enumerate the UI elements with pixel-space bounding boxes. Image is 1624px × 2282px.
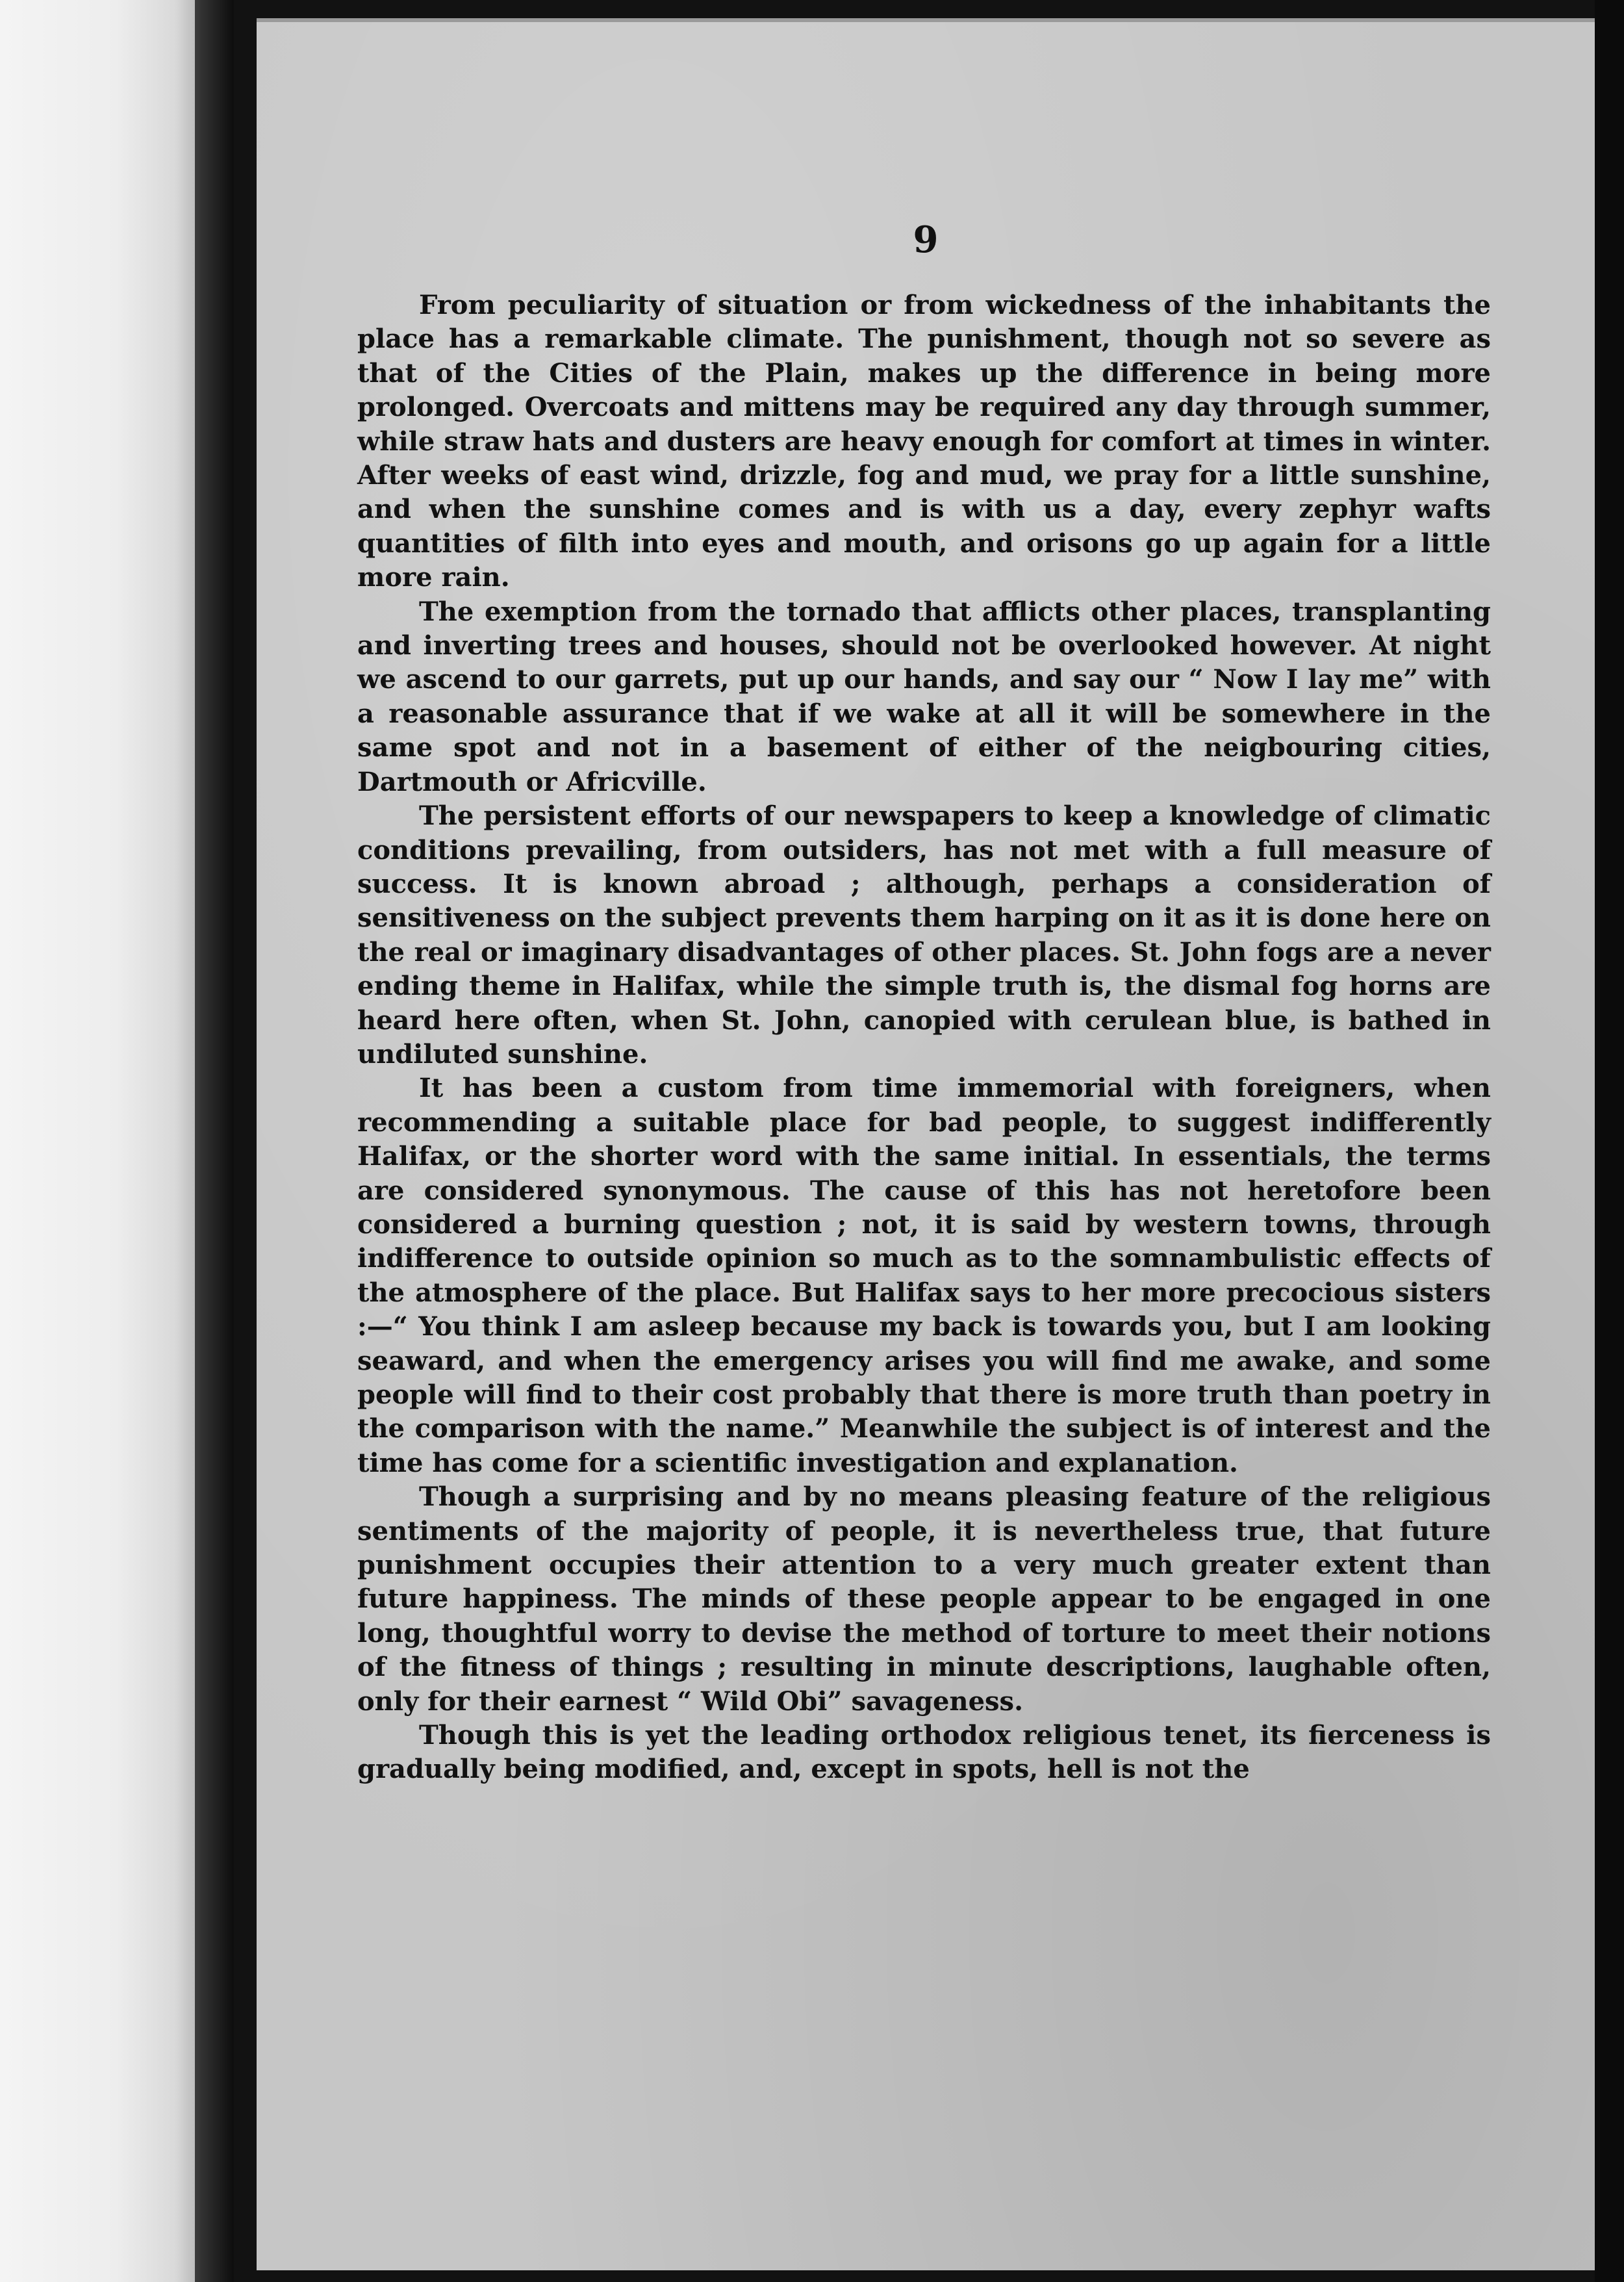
paragraph: The persistent efforts of our newspapers to keep a knowledge of climatic conditions prevailing, from outsiders, has not met with a full measure of success. It is known abroad ; although, perhaps a consideration of sensitiveness on the subject prevents them harping on it as it is done here on the real or imaginary disadvantages of other places. St. John fogs are a never ending theme in Halifax, while the simple truth is, the dismal fog horns are heard here often, when St. John, canopied with cerulean blue, is bathed in undiluted sunshine. xyxy=(357,801,1491,1070)
page-number: 9 xyxy=(913,218,939,261)
facing-page-edge xyxy=(0,0,195,2282)
body-text xyxy=(357,288,1491,1787)
scan-border xyxy=(1595,0,1624,2282)
paragraph: From peculiarity of situation or from wickedness of the inhabitants the place has a remarkable climate. The punishment, though not so severe as that of the Cities of the Plain, makes up the difference in being more prolonged. Overcoats and mittens may be required any day through summer, while straw hats and dusters are heavy enough for comfort at times in winter. After weeks of east wind, drizzle, fog and mud, we pray for a little sunshine, and when the sunshine comes and is with us a day, every zephyr wafts quantities of filth into eyes and mouth, and orisons go up again for a little more rain. xyxy=(357,290,1491,593)
paragraph: It has been a custom from time immemorial with foreigners, when recommending a suitable place for bad people, to suggest indifferently Halifax, or the shorter word with the same initial. In essentials, the terms are considered synonymous. The cause of this has not heretofore been considered a burning question ; not, it is said by western towns, through indifference to outside opinion so much as to the somnambulistic effects of the atmosphere of the place. But Halifax says to her more precocious sisters :—“ You think I am asleep because my back is towards you, but I am looking seaward, and when the emergency arises you will find me awake, and some people will find to their cost probably that there is more truth than poetry in the comparison with the name.” Meanwhile the subject is of interest and the time has come for a scientific investigation and explanation. xyxy=(357,1073,1491,1478)
paragraph: Though a surprising and by no means pleasing feature of the religious sentiments of the majority of people, it is nevertheless true, that future punishment occupies their attention to a very much greater extent than future happiness. The minds of these people appear to be engaged in one long, thoughtful worry to devise the method of torture to meet their notions of the fitness of things ; resulting in minute descriptions, laughable often, only for their earnest “ Wild Obi” savageness. xyxy=(357,1481,1491,1717)
book-page xyxy=(257,18,1595,2270)
binding-gutter xyxy=(195,0,234,2282)
paragraph: Though this is yet the leading orthodox religious tenet, its fierceness is gradually being modified, and, except in spots, hell is not the xyxy=(357,1720,1491,1785)
paragraph: The exemption from the tornado that afflicts other places, transplanting and inverting trees and houses, should not be overlooked however. At night we ascend to our garrets, put up our hands, and say our “ Now I lay me” with a reasonable assurance that if we wake at all it will be somewhere in the same spot and not in a basement of either of the neigbouring cities, Dartmouth or Africville. xyxy=(357,596,1491,797)
